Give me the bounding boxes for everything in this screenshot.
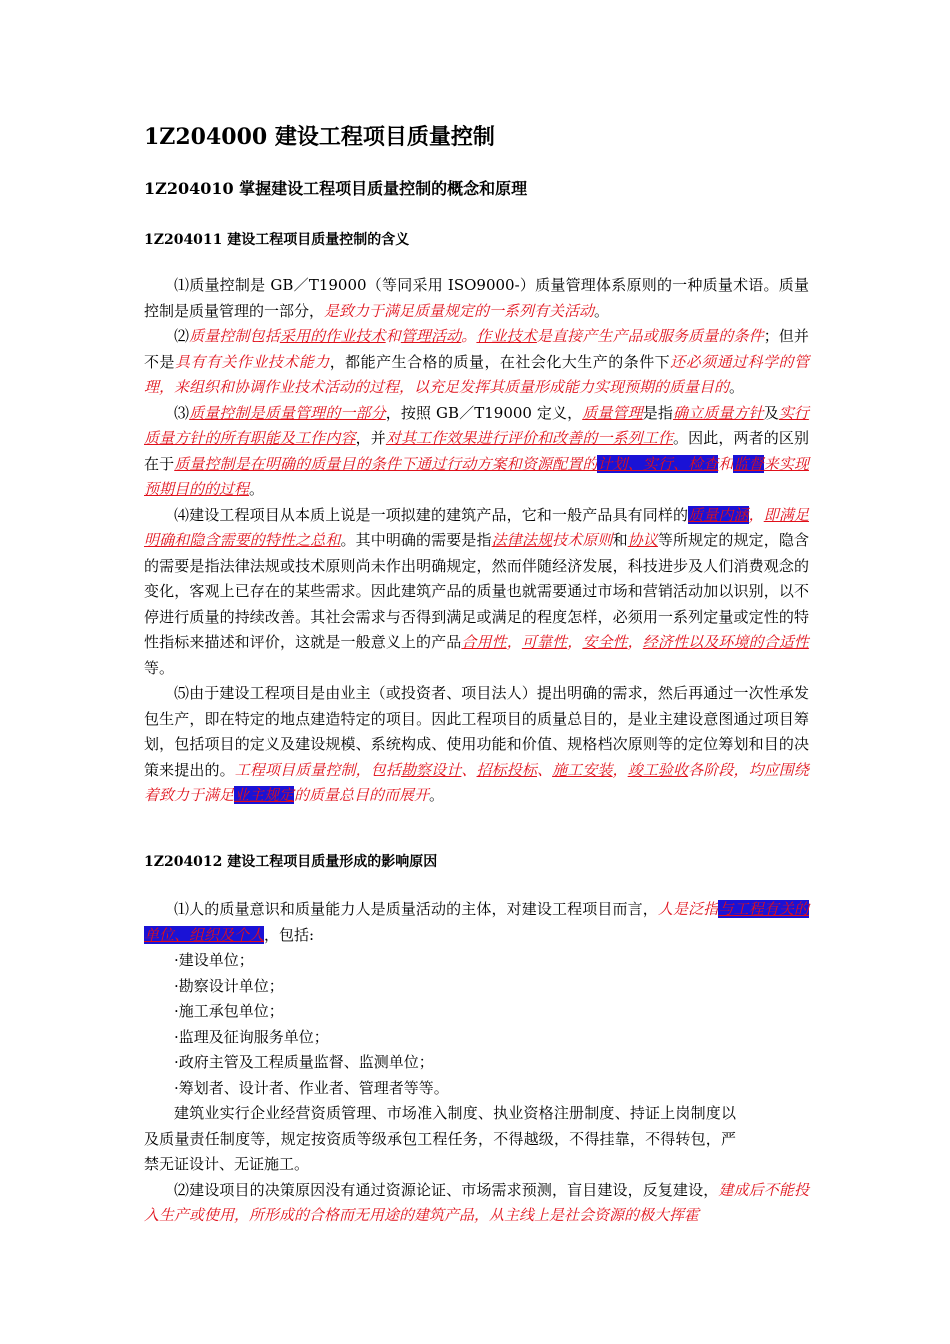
paragraph-7: 建筑业实行企业经营资质管理、市场准入制度、执业资格注册制度、持证上岗制度以及质量责任制度等，规定按资质等级承包工程任务，不得越级，不得挂靠，不得转包，严禁无证设计、无证施工。 (144, 1104, 736, 1173)
section1-body (144, 273, 809, 809)
list-item: ·施工承包单位； (174, 1002, 284, 1020)
list-item: ·政府主管及工程质量监督、监测单位； (174, 1053, 434, 1071)
section2-body (144, 897, 809, 1229)
chapter-title: 1Z204000 建设工程项目质量控制 (144, 124, 495, 150)
paragraph-4: ⑷建设工程项目从本质上说是一项拟建的建筑产品，它和一般产品具有同样的质量内涵，即满足明确和隐含需要的特性之总和。其中明确的需要是指法律法规技术原则和协议等所规定的规定，隐含的需要是指法律法规或技术原则尚未作出明确规定，然而伴随经济发展，科技进步及人们消费观念的变化，客观上已存在的某些需求。因此建筑产品的质量也就需要通过市场和营销活动加以识别，以不停进行质量的持续改善。其社会需求与否得到满足或满足的程度怎样，必须用一系列定量或定性的特性指标来描述和评价，这就是一般意义上的产品合用性，可靠性，安全性，经济性以及环境的合适性等。 (144, 505, 809, 677)
paragraph-5: ⑸由于建设工程项目是由业主（或投资者、项目法人）提出明确的需求，然后再通过一次性承发包生产，即在特定的地点建造特定的项目。因此工程项目的质量总目的，是业主建设意图通过项目筹划，包括项目的定义及建设规模、系统构成、使用功能和价值、规格档次原则等的定位筹划和目的决策来提出的。工程项目质量控制，包括勘察设计、招标投标、施工安装，竣工验收各阶段，均应围绕着致力于满足业主规定的质量总目的而展开。 (144, 684, 809, 804)
list-item: ·筹划者、设计者、作业者、管理者等等。 (174, 1078, 449, 1097)
list-item: ·勘察设计单位； (174, 976, 284, 995)
list-item: ·建设单位； (174, 951, 254, 969)
paragraph-8: ⑵建设项目的决策原因没有通过资源论证、市场需求预测，盲目建设，反复建设，建成后不能投入生产或使用，所形成的合格而无用途的建筑产品，从主线上是社会资源的极大挥霍 (144, 1180, 809, 1224)
section-title: 1Z204010 掌握建设工程项目质量控制的概念和原理 (144, 179, 528, 198)
subsection-title-2: 1Z204012 建设工程项目质量形成的影响原因 (144, 854, 438, 870)
paragraph-3: ⑶质量控制是质量管理的一部分，按照 GB／T19000 定义，质量管理是指确立质量方针及实行质量方针的所有职能及工作内容，并对其工作效果进行评价和改善的一系列工作。因此，两者的区别在于质量控制是在明确的质量目的条件下通过行动方案和资源配置的计划、实行、检查和监督来实现预期目的的过程。 (144, 403, 809, 498)
paragraph-2: ⑵质量控制包括采用的作业技术和管理活动。作业技术是直接产生产品或服务质量的条件；但并不是具有有关作业技术能力，都能产生合格的质量，在社会化大生产的条件下还必须通过科学的管理，来组织和协调作业技术活动的过程，以充足发挥其质量形成能力实现预期的质量目的。 (144, 327, 809, 396)
subsection-title-1: 1Z204011 建设工程项目质量控制的含义 (144, 232, 410, 248)
paragraph-1: ⑴质量控制是 GB／T19000（等同采用 ISO9000-）质量管理体系原则的一种质量术语。质量控制是质量管理的一部分，是致力于满足质量规定的一系列有关活动。 (144, 276, 809, 320)
paragraph-6: ⑴人的质量意识和质量能力人是质量活动的主体，对建设工程项目而言，人是泛指与工程有关的单位、组织及个人，包括: (144, 900, 809, 944)
list-item: ·监理及征询服务单位； (174, 1027, 329, 1046)
